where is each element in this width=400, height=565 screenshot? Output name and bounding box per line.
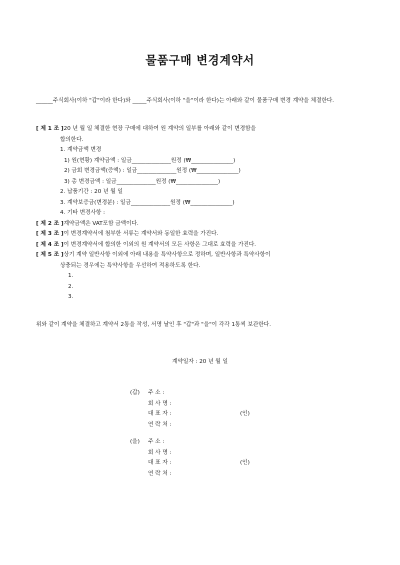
party-b-address-label: 주 소 : — [148, 439, 165, 445]
special-item-2: 2. — [68, 283, 74, 290]
party-b-contact-label: 연 락 처 : — [148, 470, 172, 477]
party-a-block — [130, 388, 250, 430]
party-a-ceo-label: 대 표 자 : — [148, 411, 172, 418]
article-5-label: [ 제 5 조 ] — [36, 252, 64, 258]
article-4 — [36, 240, 366, 251]
article-2-label: [ 제 2 조 ] — [36, 220, 64, 227]
special-item-1: 1. — [68, 273, 74, 279]
article-5 — [36, 250, 366, 261]
party-a-tag: (갑) — [130, 390, 140, 396]
article-1-text: 20 년 월 일 체결한 현장 구매에 대하여 원 계약의 일부를 아래와 같이 변경함을 — [63, 126, 256, 132]
article-3-label: [ 제 3 조 ] — [36, 231, 64, 237]
party-a-company-label: 회 사 명 : — [148, 400, 172, 407]
item-change-amount: 2) 금회 변경금액(증액) : 일금______________원정 (₩_______________) — [64, 168, 241, 174]
article-1-continued: 합의한다. — [60, 136, 84, 143]
article-2 — [36, 219, 366, 230]
party-b-block — [130, 437, 250, 479]
item-total-amount: 3) 총 변경금액 : 일금______________원정 (₩_______________) — [64, 178, 221, 185]
contract-date: 계약일자 : 20 년 월 일 — [172, 359, 228, 365]
article-5-text: 상기 계약 일반사항 이외에 아래 내용을 특약사항으로 정하며, 일반사항과 특약사항이 — [63, 252, 271, 258]
party-b-seal: (인) — [240, 460, 250, 467]
article-3-text: 이 변경계약서에 첨부한 서류는 계약서와 동일한 효력을 가진다. — [63, 231, 219, 237]
item-original-amount: 1) 원(현황) 계약금액 : 일금______________원정 (₩_______________) — [64, 157, 236, 164]
articles-section — [36, 124, 366, 303]
document-title: 물품구매 변경계약서 — [145, 53, 255, 67]
item-delivery-period: 2. 납품기간 : 20 년 월 일 — [60, 189, 123, 195]
party-a-seal: (인) — [240, 411, 250, 418]
article-1 — [36, 124, 366, 135]
intro-paragraph: ______주식회사(이하 "갑"이라 한다)와 _____주식회사(이하 "을"이라 한다)는 아래와 같이 물품구매 변경 계약을 체결한다. — [36, 98, 335, 104]
party-a-address-label: 주 소 : — [148, 390, 165, 396]
party-b-ceo-label: 대 표 자 : — [148, 460, 172, 467]
article-3 — [36, 229, 366, 240]
item-deposit: 3. 계약보증금(변경분) : 일금______________원정 (₩_______________) — [60, 199, 235, 206]
article-5-continued: 상충되는 경우에는 특약사항을 우선하여 적용하도록 한다. — [60, 262, 201, 269]
article-2-text: 계약금액은 VAT포함 금액이다. — [63, 220, 139, 227]
article-1-label: [ 제 1 조 ] — [36, 126, 64, 132]
article-4-label: [ 제 4 조 ] — [36, 241, 64, 248]
item-other-changes: 4. 기타 변경사항 : — [60, 210, 105, 216]
party-b-company-label: 회 사 명 : — [148, 449, 172, 456]
item-contract-amount-change: 1. 계약금액 변경 — [60, 147, 102, 153]
party-a-contact-label: 연 락 처 : — [148, 421, 172, 428]
party-b-tag: (을) — [130, 439, 140, 445]
article-4-text: 이 변경계약서에 합의한 이외의 원 계약서의 모든 사항은 그대로 효력을 가진다. — [63, 241, 257, 248]
closing-statement: 위와 같이 계약을 체결하고 계약서 2통을 작성, 서명 날인 후 "갑"과 "을"이 각각 1통씩 보관한다. — [36, 322, 271, 328]
special-item-3: 3. — [68, 294, 74, 300]
